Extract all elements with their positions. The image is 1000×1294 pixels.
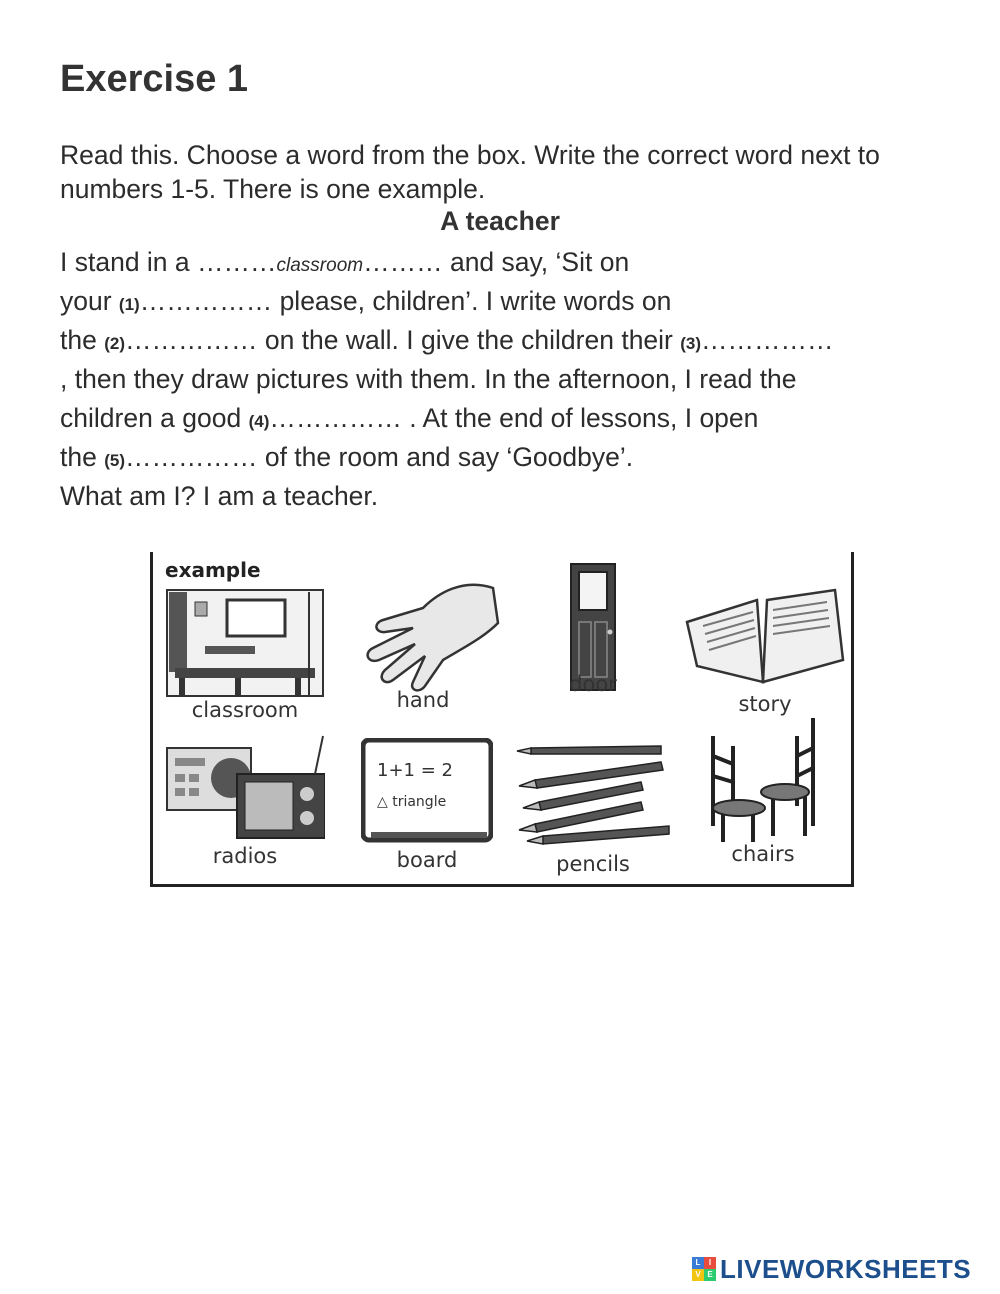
word-pencils: pencils — [556, 852, 630, 876]
logo-text: LIVEWORKSHEETS — [720, 1253, 972, 1284]
instructions: Read this. Choose a word from the box. Write the correct word next to numbers 1-5. There is one example. — [60, 140, 880, 204]
classroom-picture — [165, 588, 325, 728]
board-text-1: 1+1 = 2 — [377, 760, 453, 781]
radios-picture — [165, 734, 325, 874]
chairs-picture — [693, 716, 853, 866]
classroom-icon — [165, 588, 325, 698]
blank-5[interactable]: …………… of the room and say ‘Goodbye’. — [124, 442, 634, 472]
story-line-2 — [60, 284, 671, 322]
blank-1[interactable]: …………… please, children’. I write words on — [139, 286, 672, 316]
blank-number-4: (4) — [248, 412, 270, 431]
blank-number-2: (2) — [104, 334, 125, 353]
story-text: your — [60, 286, 119, 316]
logo-letter: V — [692, 1269, 704, 1281]
story-line-3 — [60, 323, 834, 361]
story-text: I stand in a ……… — [60, 247, 277, 277]
example-answer: classroom — [276, 255, 364, 276]
exercise-title: Exercise 1 — [60, 58, 249, 100]
pencils-icon — [513, 742, 673, 852]
story-text: the — [60, 325, 105, 355]
story-line-1 — [60, 245, 629, 283]
blank-3[interactable]: …………… — [701, 325, 834, 355]
story-text: the — [60, 442, 105, 472]
blank-number-5: (5) — [104, 451, 125, 470]
hand-picture — [343, 578, 503, 718]
whiteboard-icon — [361, 738, 493, 844]
liveworksheets-logo — [692, 1252, 971, 1286]
word-box — [150, 552, 854, 887]
example-label: example — [165, 558, 261, 582]
story-line-7: What am I? I am a teacher. — [60, 481, 379, 511]
logo-letter: I — [704, 1257, 716, 1269]
pencils-picture — [513, 742, 673, 882]
word-story: story — [738, 692, 792, 716]
blank-4[interactable]: …………… . At the end of lessons, I open — [269, 403, 759, 433]
word-radios: radios — [212, 844, 278, 868]
board-picture — [361, 738, 521, 878]
story-text: children a good — [60, 403, 249, 433]
blank-number-1: (1) — [118, 295, 140, 314]
word-classroom: classroom — [191, 698, 299, 722]
word-hand: hand — [396, 688, 450, 712]
door-picture — [513, 562, 673, 702]
story-picture — [685, 582, 845, 722]
hand-icon — [343, 578, 503, 698]
chairs-icon — [693, 716, 833, 846]
book-icon — [685, 582, 845, 692]
radio-icon — [165, 734, 325, 844]
board-text-2: △ triangle — [377, 794, 447, 810]
blank-2[interactable]: …………… on the wall. I give the children their — [124, 325, 681, 355]
logo-letter: E — [704, 1269, 716, 1281]
word-board: board — [396, 848, 458, 872]
story-text: ……… and say, ‘Sit on — [363, 247, 630, 277]
story-line-5 — [60, 401, 758, 439]
word-chairs: chairs — [731, 842, 795, 866]
blank-number-3: (3) — [680, 334, 702, 353]
logo-mark-icon — [692, 1257, 716, 1281]
story-title: A teacher — [440, 206, 560, 236]
logo-letter: L — [692, 1257, 704, 1269]
word-door: door — [569, 672, 617, 696]
story-line-6 — [60, 440, 633, 478]
story-line-4: , then they draw pictures with them. In the afternoon, I read the — [60, 364, 797, 394]
